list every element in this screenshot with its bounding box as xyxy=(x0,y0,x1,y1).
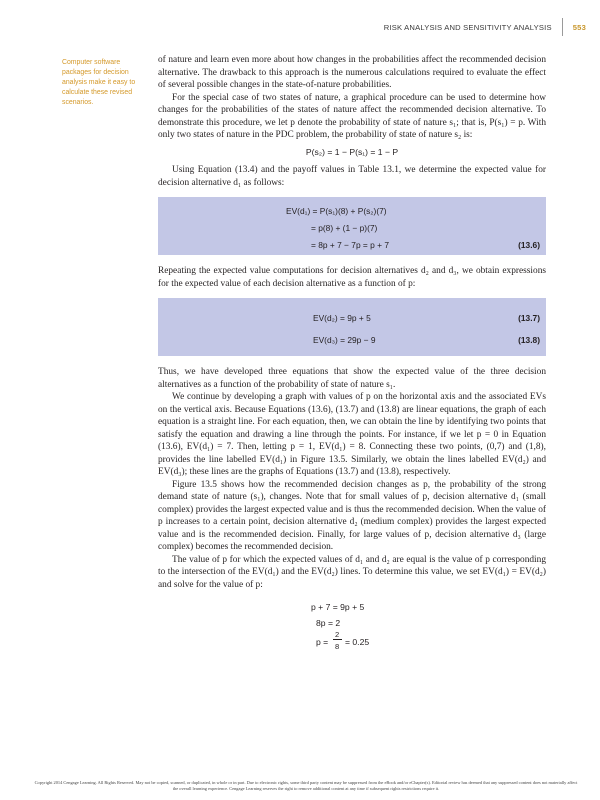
header-divider xyxy=(562,18,563,36)
margin-note: Computer software packages for decision analysis make it easy to calculate these revised scenarios. xyxy=(62,59,136,106)
page-number: 553 xyxy=(572,22,586,32)
equation-number-13-6: (13.6) xyxy=(518,240,540,250)
equation-box-13-6 xyxy=(158,197,546,255)
ev-d1-line2: = p(8) + (1 − p)(7) xyxy=(311,223,378,233)
solve-line2: 8p = 2 xyxy=(316,618,341,628)
ev-d1-line3: = 8p + 7 − 7p = p + 7 xyxy=(311,240,390,250)
equation-ps2: P(s₂) = 1 − P(s₁) = 1 − P xyxy=(305,146,399,157)
fraction-bar xyxy=(333,639,342,640)
equation-number-13-7: (13.7) xyxy=(518,313,540,323)
equation-box-13-7-13-8 xyxy=(158,298,546,356)
copyright-footer: Copyright 2014 Cengage Learning. All Rights Reserved. May not be copied, scanned, or duplicated, in whole or in part. Due to electronic rights, some third party content may be suppressed from the eBook and/or eChapter(s). Editorial review has deemed that any suppressed content does not materially affect the overall learning experience. Cengage Learning reserves the right to remove additional content at any time if subsequent rights restrictions require it. xyxy=(34,780,578,791)
solve-line3-lhs: p = xyxy=(316,637,329,647)
ev-d3-equation: EV(d₃) = 29p − 9 xyxy=(313,335,376,345)
paragraph-4: Repeating the expected value computations for decision alternatives d₂ and d₃, we obtain expressions for the expected value of each decision alternative as a function of p: xyxy=(158,266,546,289)
paragraph-7: Figure 13.5 shows how the recommended decision changes as p, the probability of the strong demand state of nature (s₁), changes. Note that for small values of p, decision alternative d₁ (small complex) provides the largest expected value and is thus the recommended decision. When the value of p increases to a certain point, decision alternative d₂ (medium complex) provides the largest expected value and is the recommended decision. Finally, for large values of p, decision alternative d₃ (large complex) becomes the recommended decision. xyxy=(158,479,546,552)
paragraph-1: of nature and learn even more about how changes in the probabilities affect the recommended decision alternative. The drawback to this approach is the numerous calculations required to evaluate the effect of several possible changes in the state-of-nature probabilities. xyxy=(158,55,546,90)
ev-d1-line1: EV(d₁) = P(s₁)(8) + P(s₂)(7) xyxy=(286,206,387,216)
main-text xyxy=(158,54,546,655)
paragraph-5: Thus, we have developed three equations that show the expected value of the three decision alternatives as a function of the probability of state of nature s₁. xyxy=(158,367,546,390)
equation-number-13-8: (13.8) xyxy=(518,335,540,345)
paragraph-3: Using Equation (13.4) and the payoff values in Table 13.1, we determine the expected value for decision alternative d₁ as follows: xyxy=(158,165,546,188)
paragraph-2: For the special case of two states of nature, a graphical procedure can be used to determine how changes for the probabilities of the states of nature affect the recommended decision alternative. To demonstrate this procedure, we let p denote the probability of state of nature s₁; that is, P(s₁) = p. With only two states of nature in the PDC problem, the probability of state of nature s₂ is: xyxy=(158,92,546,140)
fraction-denominator: 8 xyxy=(335,642,340,651)
section-title: RISK ANALYSIS AND SENSITIVITY ANALYSIS xyxy=(383,22,552,32)
paragraph-8: The value of p for which the expected values of d₁ and d₂ are equal is the value of p corresponding to the intersection of the EV(d₁) and the EV(d₂) lines. To determine this value, we set EV(d₁) = EV(d₂) and solve for the value of p: xyxy=(158,554,546,590)
fraction-numerator: 2 xyxy=(335,630,340,639)
solve-result: = 0.25 xyxy=(345,637,370,647)
paragraph-6: We continue by developing a graph with values of p on the horizontal axis and the associated EVs on the vertical axis. Because Equations (13.6), (13.7) and (13.8) are linear equations, the graph of each equation is a straight line. For each equation, then, we can obtain the line by identifying two points that satisfy the equation and drawing a line through the points. For instance, if we let p = 0 in Equation (13.6), EV(d₁) = 7. Then, letting p = 1, EV(d₁) = 8. Connecting these two points, (0,7) and (1,8), provides the line labelled EV(d₁) in Figure 13.5. Similarly, we obtain the lines labelled EV(d₂) and EV(d₃); these lines are the graphs of Equations (13.7) and (13.8), respectively. xyxy=(158,392,546,477)
running-header xyxy=(384,20,586,34)
solution-equations xyxy=(158,597,546,655)
ev-d2-equation: EV(d₂) = 9p + 5 xyxy=(313,313,371,323)
solve-line1: p + 7 = 9p + 5 xyxy=(311,602,365,612)
